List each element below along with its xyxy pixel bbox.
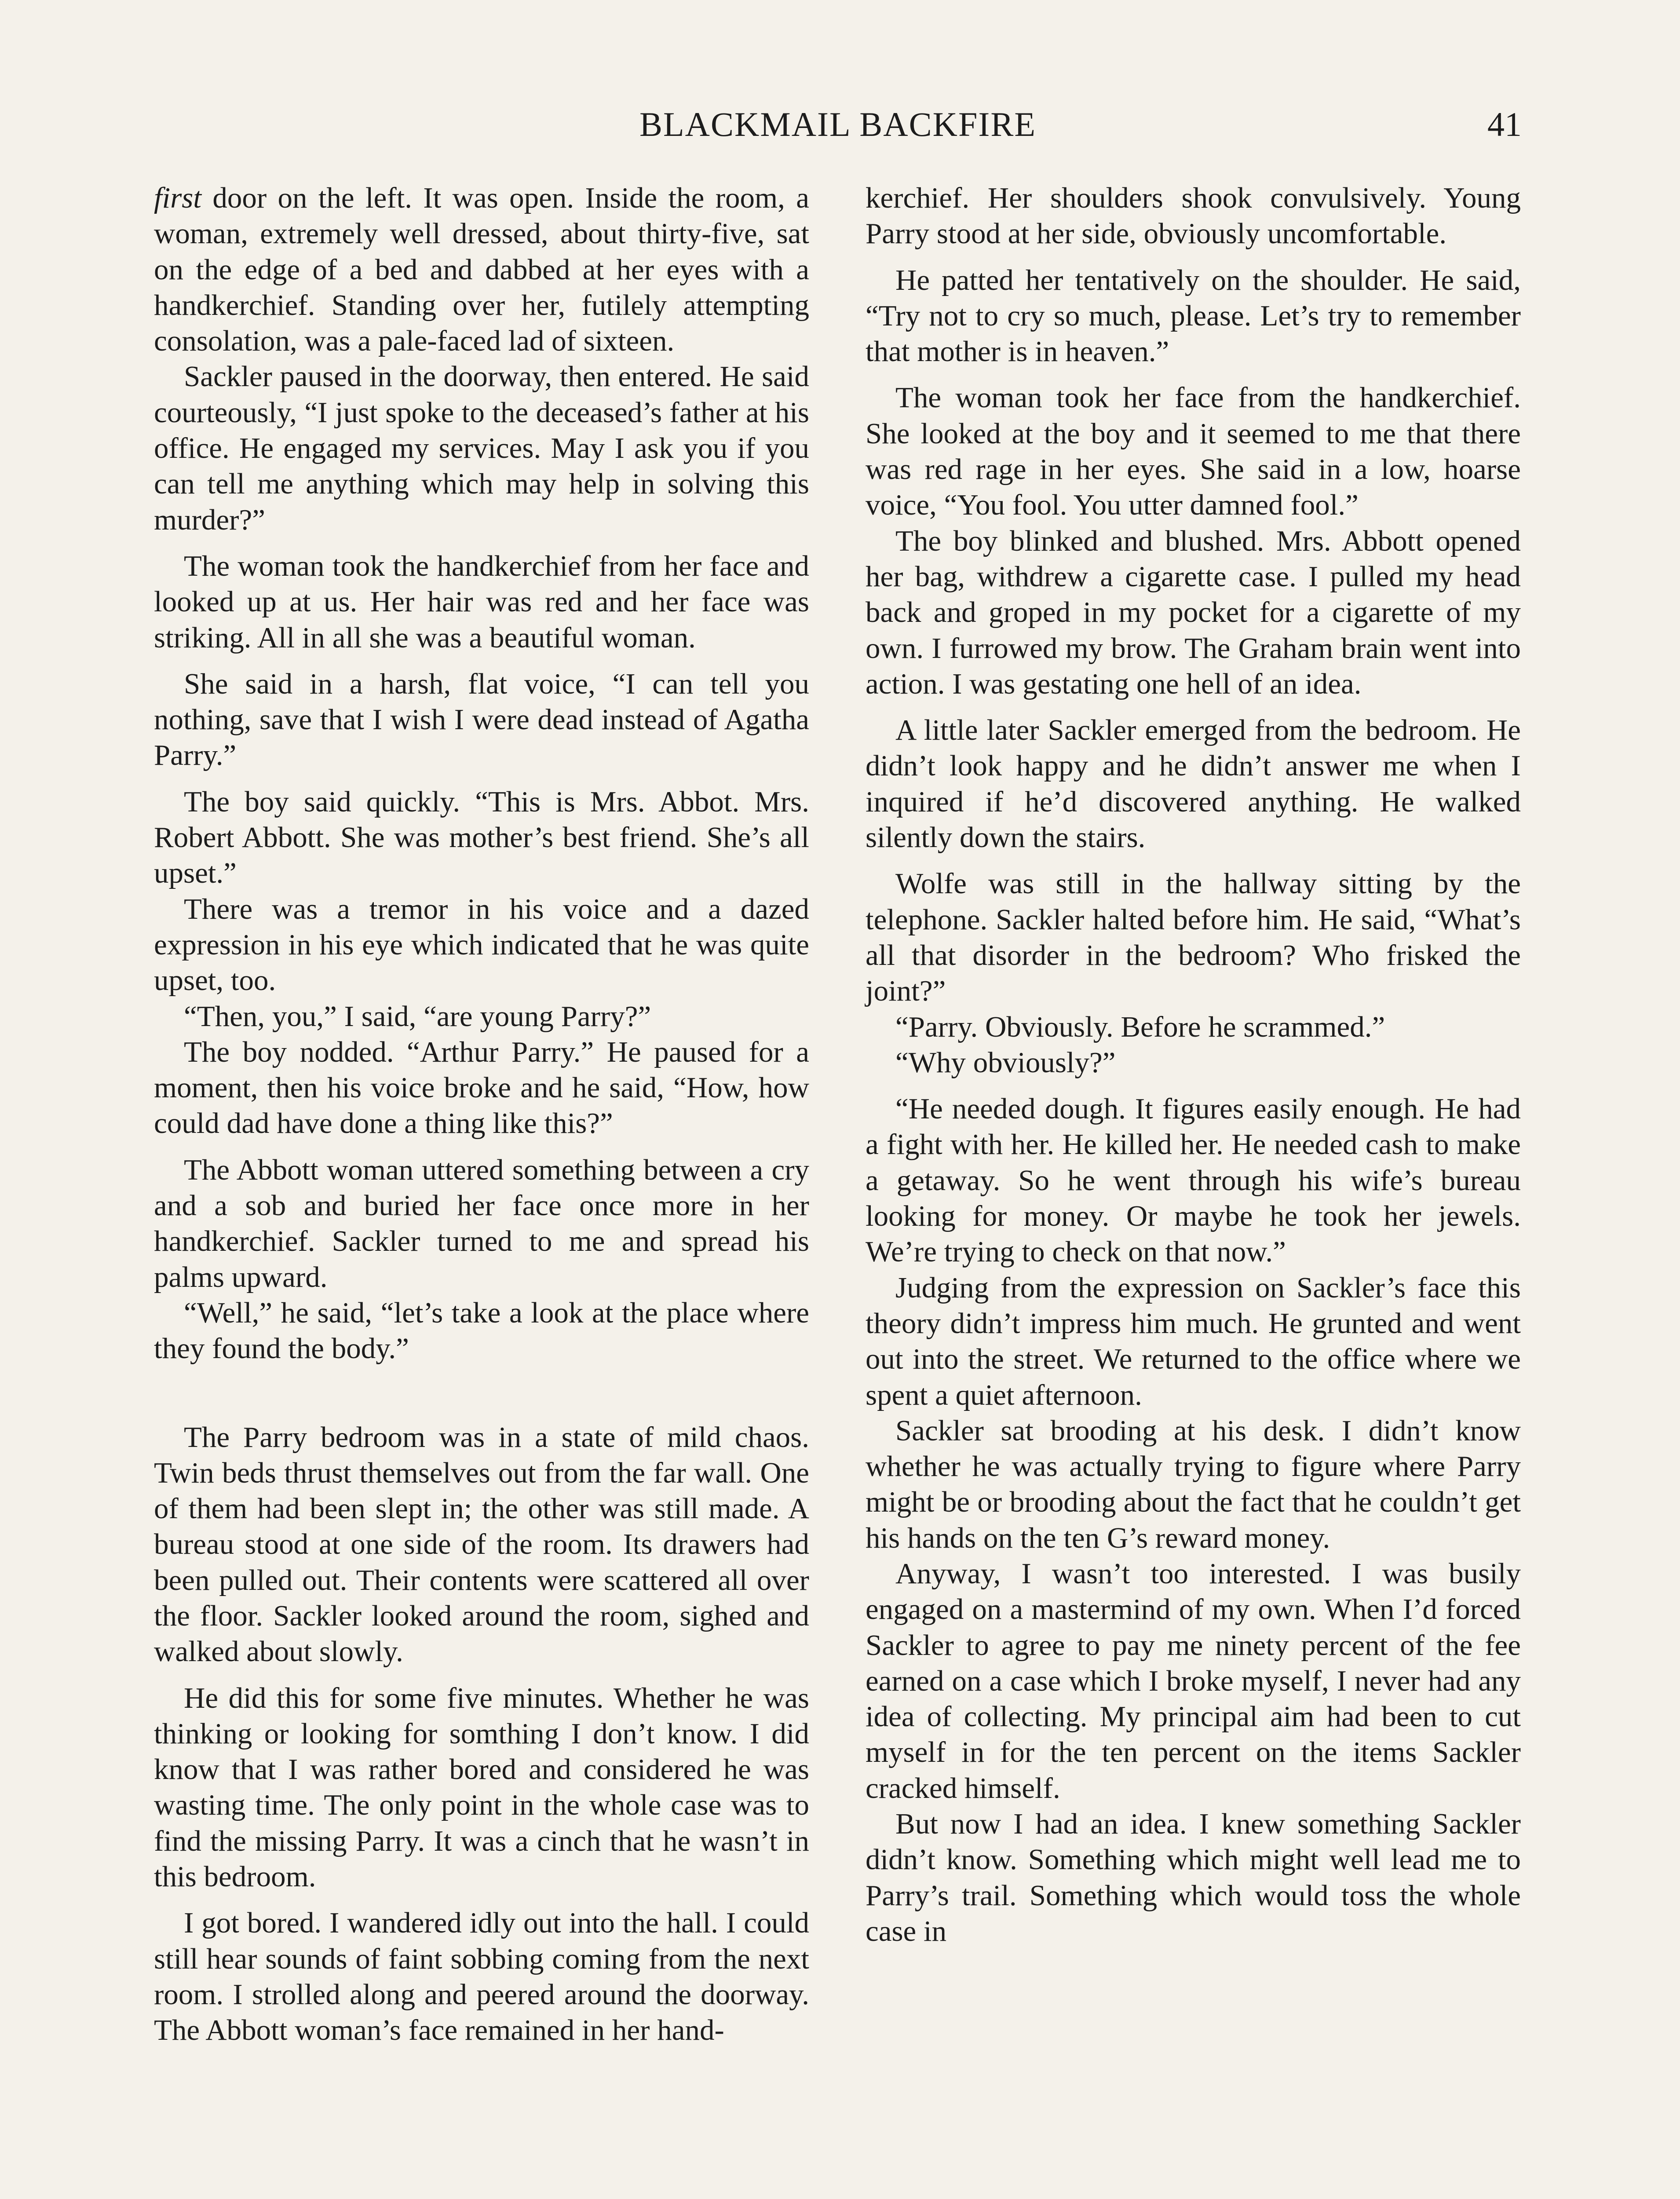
paragraph: kerchief. Her shoulders shook convulsively. Young Parry stood at her side, obviously uncomfortable.: [866, 182, 1521, 250]
paragraph: Sackler paused in the doorway, then entered. He said courteously, “I just spoke to the deceased’s father at his office. He engaged my services. May I ask you if you can tell me anything which may help in solving this murder?”: [154, 360, 809, 536]
right-column: [866, 180, 1521, 1949]
paragraph: Wolfe was still in the hallway sitting by the telephone. Sackler halted before him. He said, “What’s all that disorder in the bedroom? Who frisked the joint?”: [866, 867, 1521, 1008]
italic-word: first: [154, 182, 201, 214]
paragraph: Judging from the expression on Sackler’s face this theory didn’t impress him much. He grunted and went out into the street. We returned to the office where we spent a quiet afternoon.: [866, 1271, 1521, 1411]
paragraph: I got bored. I wandered idly out into the hall. I could still hear sounds of faint sobbing coming from the next room. I strolled along and peered around the doorway. The Abbott woman’s face remained in her hand-: [154, 1907, 809, 2047]
paragraph: There was a tremor in his voice and a dazed expression in his eye which indicated that he was quite upset, too.: [154, 892, 809, 997]
paragraph: The Abbott woman uttered something between a cry and a sob and buried her face once more in her handkerchief. Sackler turned to me and spread his palms upward.: [154, 1153, 809, 1293]
paragraph: But now I had an idea. I knew something Sackler didn’t know. Something which might well lead me to Parry’s trail. Something which would toss the whole case in: [866, 1808, 1521, 1947]
paragraph: “Why obviously?”: [895, 1046, 1116, 1079]
story-title: BLACKMAIL BACKFIRE: [639, 105, 1036, 143]
paragraph: “Well,” he said, “let’s take a look at the place where they found the body.”: [154, 1296, 809, 1365]
paragraph: The boy nodded. “Arthur Parry.” He paused for a moment, then his voice broke and he said, “How, how could dad have done a thing like this?”: [154, 1035, 809, 1140]
paragraph: Anyway, I wasn’t too interested. I was busily engaged on a mastermind of my own. When I’d forced Sackler to agree to pay me ninety percent of the fee earned on a case which I broke myself, I never had any idea of collecting. My principal aim had been to cut myself in for the ten percent on the items Sackler cracked himself.: [866, 1557, 1521, 1804]
paragraph: The boy blinked and blushed. Mrs. Abbott opened her bag, withdrew a cigarette case. I pulled my head back and groped in my pocket for a cigarette of my own. I furrowed my brow. The Graham brain went into action. I was gestating one hell of an idea.: [866, 524, 1521, 700]
page-number: 41: [1487, 105, 1522, 143]
paragraph: A little later Sackler emerged from the bedroom. He didn’t look happy and he didn’t answer me when I inquired if he’d discovered anything. He walked silently down the stairs.: [866, 714, 1521, 854]
paragraph: The boy said quickly. “This is Mrs. Abbot. Mrs. Robert Abbott. She was mother’s best friend. She’s all upset.”: [154, 785, 809, 890]
paragraph: “Parry. Obviously. Before he scrammed.”: [895, 1010, 1385, 1043]
paragraph: She said in a harsh, flat voice, “I can tell you nothing, save that I wish I were dead instead of Agatha Parry.”: [154, 667, 809, 772]
paragraph: He did this for some five minutes. Whether he was thinking or looking for somthing I don’t know. I did know that I was rather bored and considered he was wasting time. The only point in the whole case was to find the missing Parry. It was a cinch that he wasn’t in this bedroom.: [154, 1681, 809, 1893]
paragraph: [154, 180, 809, 359]
page-header: [154, 105, 1522, 153]
paragraph: “Then, you,” I said, “are young Parry?”: [184, 1000, 651, 1033]
left-column: [154, 180, 809, 2049]
paragraph: He patted her tentatively on the shoulder. He said, “Try not to cry so much, please. Let’s try to remember that mother is in heaven.”: [866, 263, 1521, 368]
paragraph: The woman took her face from the handkerchief. She looked at the boy and it seemed to me that there was red rage in her eyes. She said in a low, hoarse voice, “You fool. You utter damned fool.”: [866, 381, 1521, 522]
paragraph: Sackler sat brooding at his desk. I didn’t know whether he was actually trying to figure where Parry might be or brooding about the fact that he couldn’t get his hands on the ten G’s reward money.: [866, 1414, 1521, 1554]
paragraph: “He needed dough. It figures easily enough. He had a fight with her. He killed her. He needed cash to make a getaway. So he went through his wife’s bureau looking for money. Or maybe he took her jewels. We’re trying to check on that now.”: [866, 1092, 1521, 1268]
paragraph: The woman took the handkerchief from her face and looked up at us. Her hair was red and her face was striking. All in all she was a beautiful woman.: [154, 549, 809, 654]
paragraph: The Parry bedroom was in a state of mild chaos. Twin beds thrust themselves out from the far wall. One of them had been slept in; the other was still made. A bureau stood at one side of the room. Its drawers had been pulled out. Their contents were scattered all over the floor. Sackler looked around the room, sighed and walked about slowly.: [154, 1421, 809, 1668]
paragraph-text: door on the left. It was open. Inside the room, a woman, extremely well dressed, about thirty-five, sat on the edge of a bed and dabbed at her eyes with a handkerchief. Standing over her, futilely attempting consolation, was a pale-faced lad of sixteen.: [154, 182, 809, 358]
